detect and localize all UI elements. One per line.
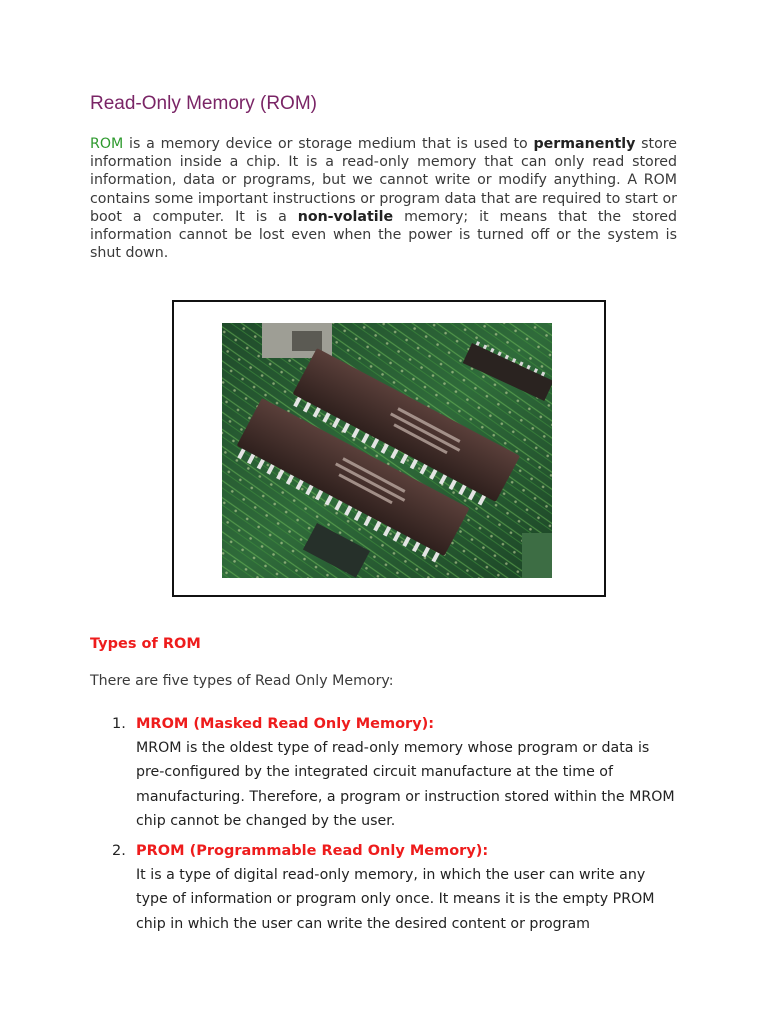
page-title: Read-Only Memory (ROM)	[90, 93, 317, 114]
list-number: 2.	[112, 843, 126, 860]
rom-term: ROM	[90, 136, 124, 152]
list-number: 1.	[112, 716, 126, 732]
rom-chip-photo	[222, 323, 552, 578]
list-item-prom	[90, 839, 680, 936]
rom-chip-figure	[172, 300, 606, 597]
rom-types-list	[90, 712, 680, 942]
mrom-description: MROM is the oldest type of read-only memory whose program or data is pre-configured by the integrated circuit manufacture at the time of manufacturing. Therefore, a program or instruction stored within the MROM chip cannot be changed by the user.	[136, 740, 675, 829]
intro-paragraph	[90, 135, 677, 262]
prom-title: PROM (Programmable Read Only Memory):	[136, 843, 489, 860]
non-volatile-emphasis: non-volatile	[297, 208, 394, 225]
intro-text-2: store information inside a chip. It is a read-only memory that can only read stored information, data or programs, but we cannot write or modify anything. A ROM contains some important instructions or program data that are required to start or boot a computer. It is a	[90, 136, 677, 225]
types-of-rom-heading: Types of ROM	[90, 636, 201, 652]
mrom-title: MROM (Masked Read Only Memory):	[136, 716, 435, 732]
prom-description: It is a type of digital read-only memory, in which the user can write any type of information or program only once. It means it is the empty PROM chip in which the user can write the desired content or program	[136, 867, 655, 932]
types-intro-text: There are five types of Read Only Memory:	[90, 673, 394, 689]
intro-text-3: memory; it means that the stored information cannot be lost even when the power is turned off or the system is shut down.	[90, 208, 677, 262]
permanently-emphasis: permanently	[533, 136, 636, 152]
intro-text-1: is a memory device or storage medium that is used to	[123, 136, 534, 152]
list-item-mrom	[90, 712, 680, 833]
